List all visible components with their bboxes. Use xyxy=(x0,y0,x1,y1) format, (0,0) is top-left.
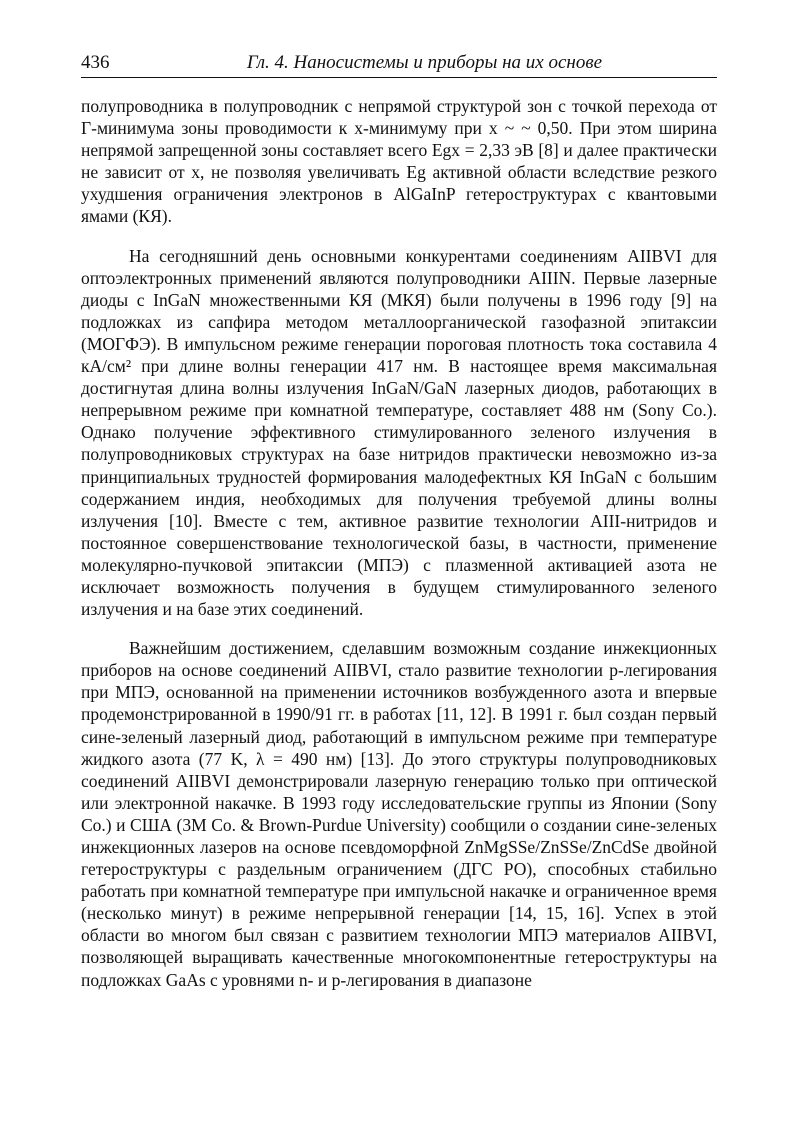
running-header xyxy=(81,52,717,78)
running-title: Гл. 4. Наносистемы и приборы на их основе xyxy=(246,52,602,73)
page-body xyxy=(81,95,717,991)
paragraph-continued: полупроводника в полупроводник с непрямой структурой зон с точкой перехода от Г-минимума зоны проводимости к x-минимуму при x ~ ~ 0,50. При этом ширина непрямой запрещенной зоны составляет всего Egx = 2,33 эВ [8] и далее практически не зависит от x, не позволяя увеличивать Eg активной области вследствие резкого ухудшения ограничения электронов в AlGaInP гетероструктурах с квантовыми ямами (КЯ). xyxy=(81,96,717,227)
paragraph: На сегодняшний день основными конкурентами соединениям AIIBVI для оптоэлектронных применений являются полупроводники AIIIN. Первые лазерные диоды с InGaN множественными КЯ (МКЯ) были получены в 1996 году [9] на подложках из сапфира методом металлоорганической газофазной эпитаксии (МОГФЭ). В импульсном режиме генерации пороговая плотность тока составила 4 кА/см² при длине волны генерации 417 нм. В настоящее время максимальная достигнутая длина волны излучения InGaN/GaN лазерных диодов, работающих в непрерывном режиме при комнатной температуре, составляет 488 нм (Sony Co.). Однако получение эффективного стимулированного зеленого излучения в полупроводниковых структурах на базе нитридов практически невозможно из-за принципиальных трудностей формирования малодефектных КЯ InGaN с большим содержанием индия, необходимых для получения требуемой длины волны излучения [10]. Вместе с тем, активное развитие технологии AIII-нитридов и постоянное совершенствование технологической базы, в частности, применение молекулярно-пучковой эпитаксии (МПЭ) с плазменной активацией азота не исключает возможность получения в будущем стимулированного зеленого излучения и на базе этих соединений. xyxy=(81,245,717,620)
book-page xyxy=(81,52,717,1008)
page-number: 436 xyxy=(81,52,110,73)
paragraph: Важнейшим достижением, сделавшим возможным создание инжекционных приборов на основе соединений AIIBVI, стало развитие технологии p-легирования при МПЭ, основанной на применении источников возбужденного азота и впервые продемонстрированной в 1990/91 гг. в работах [11, 12]. В 1991 г. был создан первый сине-зеленый лазерный диод, работающий в импульсном режиме при температуре жидкого азота (77 K, λ = 490 нм) [13]. До этого структуры полупроводниковых соединений AIIBVI демонстрировали лазерную генерацию только при оптической или электронной накачке. В 1993 году исследовательские группы из Японии (Sony Co.) и США (3M Co. & Brown-Purdue University) сообщили о создании сине-зеленых инжекционных лазеров на основе псевдоморфной ZnMgSSe/ZnSSe/ZnCdSe двойной гетероструктуры с раздельным ограничением (ДГС РО), способных стабильно работать при комнатной температуре при импульсной накачке и ограниченное время (несколько минут) в режиме непрерывной генерации [14, 15, 16]. Успех в этой области во многом был связан с развитием технологии МПЭ материалов AIIBVI, позволяющей выращивать качественные многокомпонентные гетероструктуры на подложках GaAs с уровнями n- и p-легирования в диапазоне xyxy=(81,638,717,990)
